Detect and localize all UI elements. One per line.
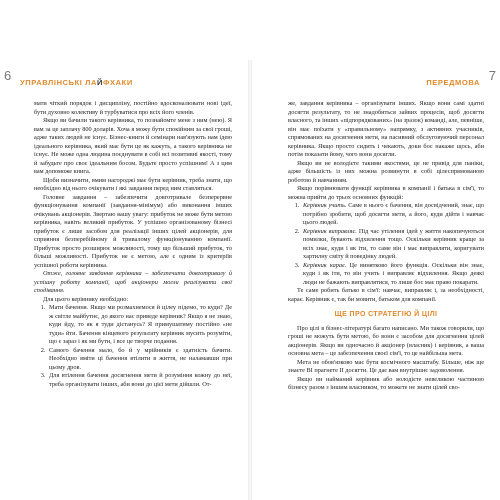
- right-text-block: [288, 100, 484, 393]
- running-head-x: Й: [97, 78, 104, 87]
- section-title: ЩЕ ПРО СТРАТЕГІЮ Й ЦІЛІ: [334, 311, 438, 318]
- list-item: 3. Для втілення бачення досягнення мети й розуміння кожну до неї, треба організувати інших, аби вони до цієї мети дійшли. От-: [47, 372, 232, 389]
- paragraph: Якщо ви не володієте такими якостями, це не привід для паніки, адже більшість із них можна розвинути в собі цілеспрямованою роботою й навчанням.: [288, 159, 484, 184]
- function-lead: Керівник карає.: [303, 261, 347, 269]
- requirements-list: [34, 304, 232, 389]
- function-lead: Керівник учить.: [303, 202, 347, 209]
- list-item: [301, 228, 484, 262]
- paragraph: мати чіткий порядок і дисципліну, постійно вдосконалювати нові ідеї, бути духовно колективу й турбуватися про всіх його членів.: [34, 100, 232, 116]
- list-item: 2. Самого бачення мало, бо й у мрійників є здатність бачити. Необхідно вміти ці бачення втілити в життя, не наламавши при цьому дров.: [47, 347, 232, 373]
- function-text: Саме в нього є бачення, він досвідчений, знає, що потрібно зробити, щоб досягти мети, а його, куди дійти і навчає цього людей.: [303, 202, 484, 226]
- paragraph: Те саме робить батько в сім'ї: навчає, виправляє і, за необхідності, карає. Керівник є, так би мовити, батьком для компанії.: [288, 287, 484, 303]
- paragraph: Якщо ви бачили такого керівника, то познайомте мене з ним (нею). Я вам за це заплачу 800 доларів. Хоча я можу бути спокійним за свої гроші, адже таких людей не існує. Бізнес-книги й семінари нав'язують нам ідею ідеального керівника, який має бути це як кажуть, а такого керівника не існує. Не може одна людина поєднувати в собі всі позитивні якості, тому й забудьте про своє ідеальним босом. Будьте просто успішним! А з цим вам допоможе книга.: [34, 117, 232, 175]
- paragraph: Якщо ви найманий керівник або володієте невеликою частиною бізнесу разом з іншим власником, то можете не знати цілей сво-: [288, 375, 484, 391]
- paragraph: же, завдання керівника – організувати інших. Якщо вони самі здатні досягти результату, то не знадобиться зайвих процесів, щоб досягти власного, та інших «підпорядкованих» (на зразок) команді, але, певніше, він має поїхати у «правильному» напрямку, з активних учасників, спрямованих на досягнення мети, на пасивний обслуговуючий персонал керівника. Якщо просто сидить і чекають, доки бос накаже щось, аби потім показати йому, чого вони досягли.: [288, 100, 484, 158]
- right-page: [250, 0, 500, 500]
- functions-list: [288, 202, 484, 287]
- paragraph: Про цілі в бізнес-літературі багато написано. Ми також говорили, що гроші не можуть бути метою, бо вони є засобом для досягнення цілей акціонерів. Якщо ви одночасно й акціонер (власник) і керівник, а ваша основна мета – це забезпечення своєї сім'ї, то це найбільша мета.: [288, 324, 484, 357]
- page-number-right: 7: [488, 68, 496, 83]
- paragraph: Мета не обов'язково має бути космічного масштабу. Більше, ніж ще знаєте ВІ прагнете ІІ досягти. Це дає вам внутрішнє задоволення.: [288, 358, 484, 374]
- running-head-part1: УПРАВЛІНСЬКІ ЛА: [20, 78, 98, 87]
- page-number-left: 6: [4, 68, 12, 83]
- list-item: [301, 262, 484, 288]
- list-item: 1. Мати бачення. Якщо ми розмахнемося й цілеу підемо, то куди? Де ж світле майбутнє, до якого нас приведе керівник? Якщо я не знаю, куди йду, то як я туди дістанусь? Я примушатиму постійно «не туди» йти. Бачення кінцевого результату керівник мусить розуміти, що є зараз і як ми бути, і все це творче подання.: [47, 304, 232, 347]
- function-text: Під час утілення ідей у життя накопичуються помилки, бувають відхилення тощо. Оскільки керівник краще за всіх знає, куди і як іти, то саме він і має виправляти, коригувати хартилну сміту й поведінку людей.: [303, 227, 484, 260]
- function-text: Це винятково його функція. Оскільки він знає, куди і як іти, то він учить і виправляє відхилення. Якщо деякі люди не бажають виправлятися, то лише бос має право покарати.: [303, 261, 484, 286]
- italic-paragraph: Отже, головне завдання керівника – забезпечити довготривалу й успішну роботу компанії, щоб акціонери могли реалізувати свої сподівання.: [34, 270, 232, 294]
- list-item: [301, 202, 484, 228]
- paragraph: Якщо порівнювати функції керівника в компанії і батька в сім'ї, то можна прийти до трьох основних функцій:: [288, 185, 484, 201]
- paragraph: Головне завдання – забезпечити довготривале безперервне функціонування компанії (завдання-мінімум) або виконання інших очікувань акціонерів. Звертаю вашу увагу: прибуток не може бути метою керівника, навіть великий прибуток. У успішно організованому бізнесі прибуток є лише засобом для реалізації інших цілей акціонерів, для сприяння безперебійному й тривалому функціонуванню компанії. Прибуток просто розширює можливості, тому що більший прибуток, то більші можливості. Прибуток не є метою, але є одним із критеріїв успішної роботи керівника.: [34, 193, 232, 269]
- left-text-block: [34, 100, 232, 389]
- list-intro: Для цього керівнику необхідно:: [43, 295, 129, 303]
- paragraph: Щоби визначити, вмим нагороджі має бути керівник, треба знати, що необхідно від нього очікувати і які завдання перед ним ставляться.: [34, 176, 232, 192]
- running-head-right: ПЕРЕДМОВА: [426, 78, 480, 87]
- function-lead: Керівник виправляє.: [303, 227, 357, 235]
- running-head-left: [20, 78, 133, 87]
- running-head-part2: ФХАКИ: [103, 78, 133, 87]
